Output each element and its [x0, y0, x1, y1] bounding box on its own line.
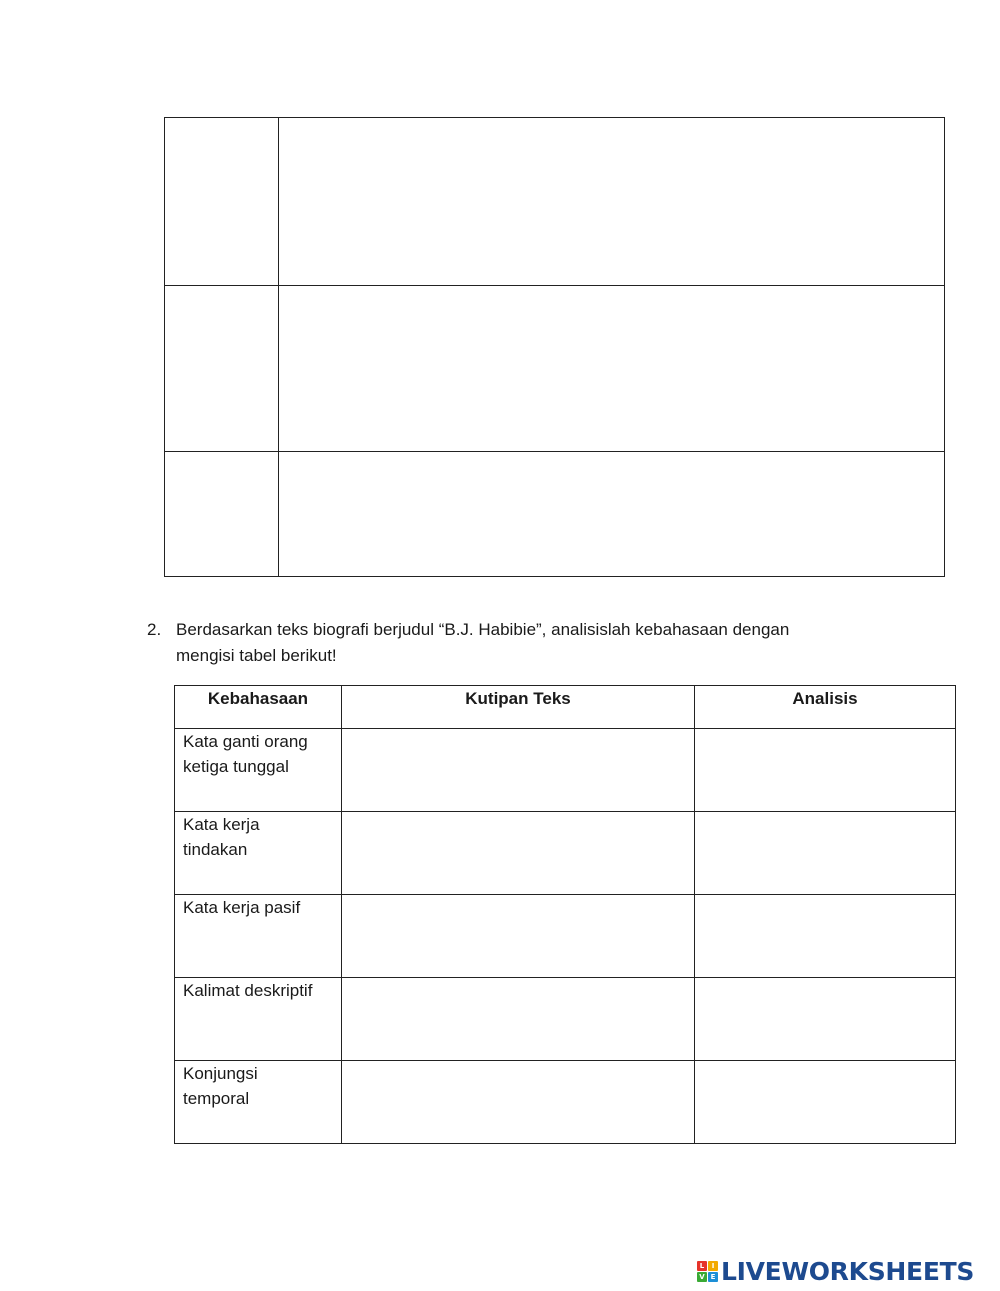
row-label: Konjungsi temporal	[175, 1061, 342, 1144]
header-kutipan-teks: Kutipan Teks	[342, 686, 695, 729]
question-text	[176, 617, 847, 669]
kutipan-teks-cell[interactable]	[342, 978, 695, 1061]
kutipan-teks-cell[interactable]	[342, 895, 695, 978]
logo-mark-icon: L I V E	[697, 1261, 718, 1282]
table-row	[175, 895, 956, 978]
table-row	[175, 978, 956, 1061]
top-empty-table	[164, 117, 945, 577]
table-row	[175, 812, 956, 895]
row-label: Kata kerja tindakan	[175, 812, 342, 895]
analisis-cell[interactable]	[695, 729, 956, 812]
table-row	[175, 729, 956, 812]
top-table-row	[165, 452, 944, 578]
analisis-cell[interactable]	[695, 812, 956, 895]
header-analisis: Analisis	[695, 686, 956, 729]
question-text-line-2: mengisi tabel berikut!	[176, 646, 337, 665]
row-label: Kalimat deskriptif	[175, 978, 342, 1061]
kutipan-teks-cell[interactable]	[342, 729, 695, 812]
table-header-row	[175, 686, 956, 729]
question-number: 2.	[147, 620, 162, 639]
kutipan-teks-cell[interactable]	[342, 812, 695, 895]
logo-text: LIVEWORKSHEETS	[721, 1256, 975, 1286]
table-row	[175, 1061, 956, 1144]
top-table-row	[165, 286, 944, 452]
top-table-row	[165, 118, 944, 286]
question-text-line-1: Berdasarkan teks biografi berjudul “B.J. Habibie”, analisislah kebahasaan dengan	[176, 620, 790, 639]
analisis-cell[interactable]	[695, 1061, 956, 1144]
liveworksheets-logo	[697, 1256, 974, 1286]
analysis-table	[174, 685, 956, 1144]
analisis-cell[interactable]	[695, 895, 956, 978]
row-label: Kata kerja pasif	[175, 895, 342, 978]
kutipan-teks-cell[interactable]	[342, 1061, 695, 1144]
row-label: Kata ganti orang ketiga tunggal	[175, 729, 342, 812]
header-kebahasaan: Kebahasaan	[175, 686, 342, 729]
top-table-column-divider	[278, 118, 279, 576]
analisis-cell[interactable]	[695, 978, 956, 1061]
question-2	[147, 617, 847, 669]
